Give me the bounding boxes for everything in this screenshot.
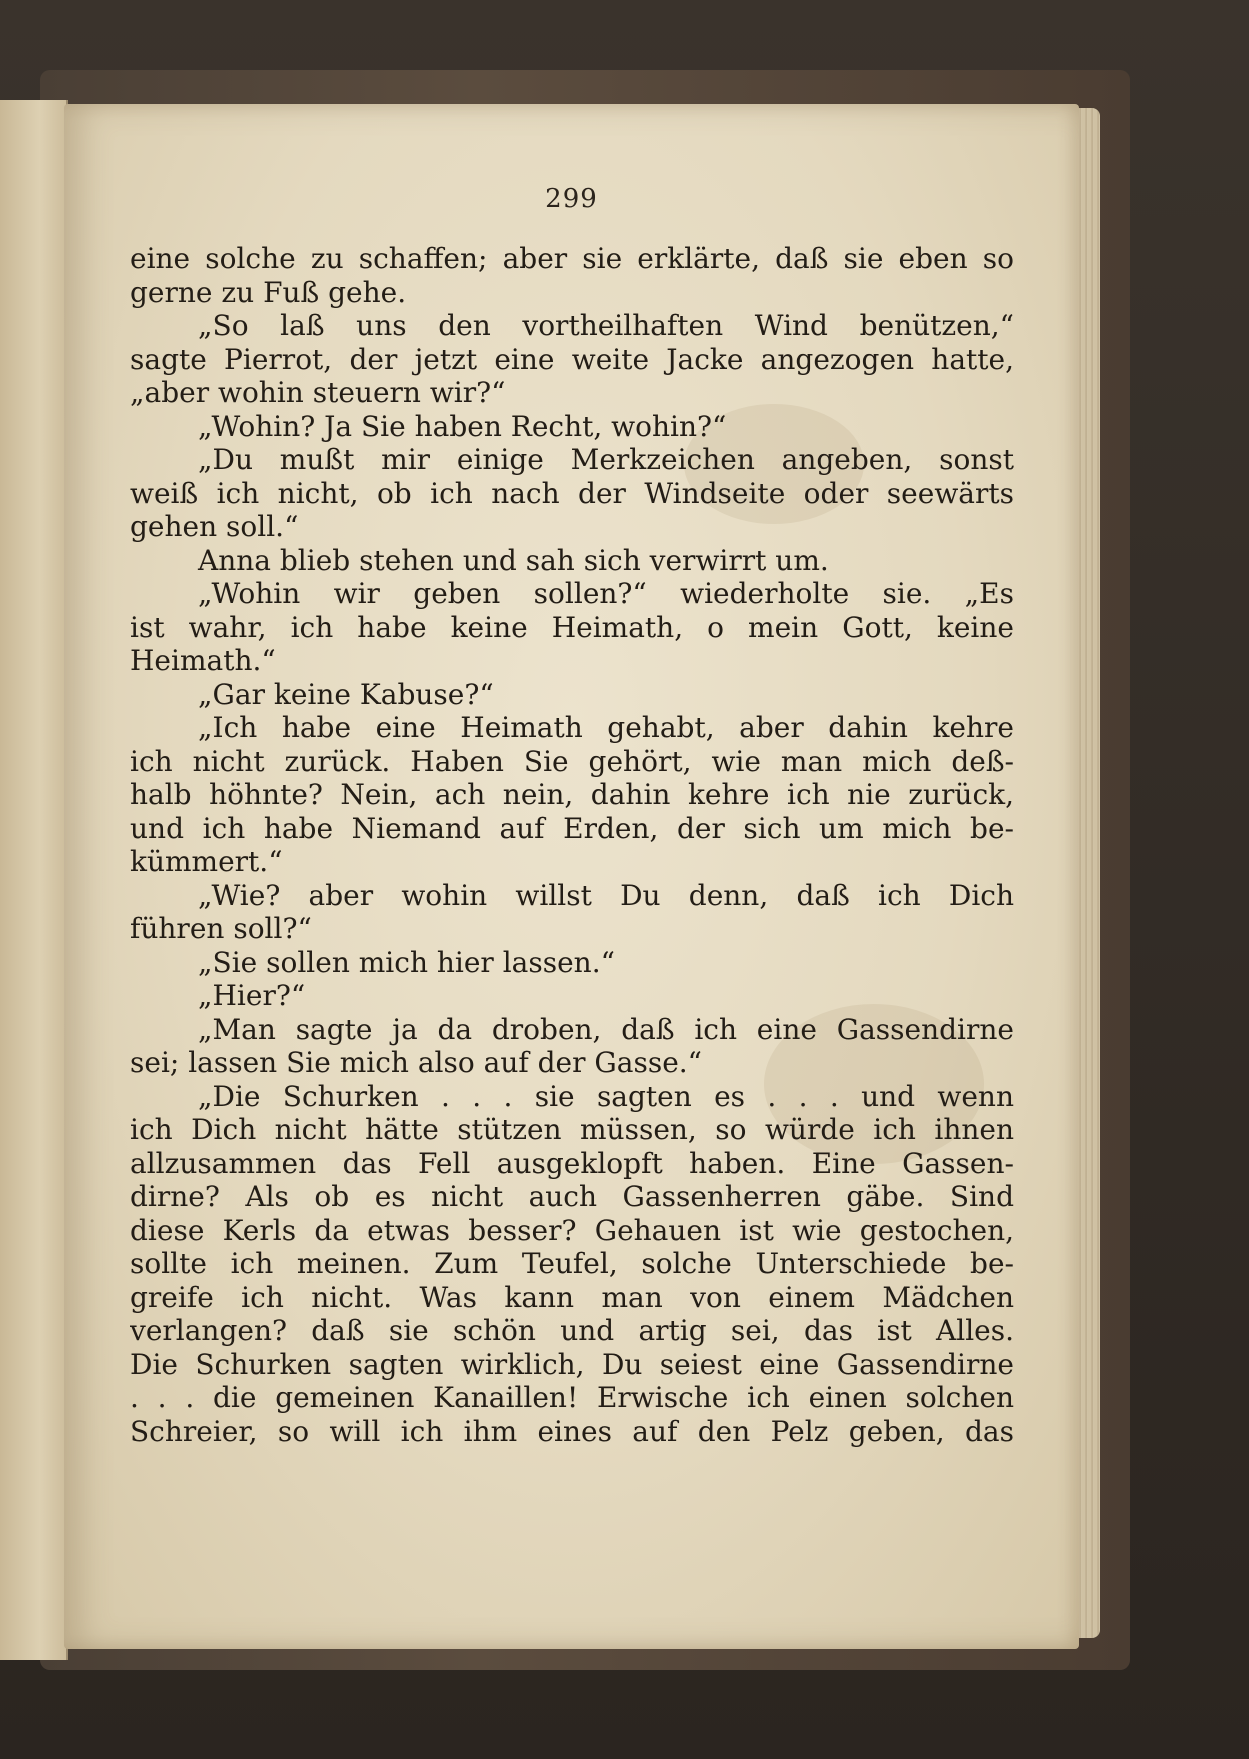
text-line: dirne? Als ob es nicht auch Gassenherren gäbe. Sind bbox=[130, 1180, 1014, 1213]
text-line: greife ich nicht. Was kann man von einem Mädchen bbox=[130, 1280, 1014, 1314]
text-line: „So laß uns den vortheilhaften Wind benützen,“ bbox=[198, 309, 1014, 342]
page-text bbox=[130, 242, 1014, 1448]
text-line: führen soll?“ bbox=[130, 912, 312, 945]
text-line: sollte ich meinen. Zum Teufel, solche Unterschiede be- bbox=[130, 1247, 1014, 1280]
text-line: weiß ich nicht, ob ich nach der Windseite oder seewärts bbox=[130, 476, 1014, 510]
text-line: „aber wohin steuern wir?“ bbox=[130, 376, 506, 409]
text-line: ich Dich nicht hätte stützen müssen, so würde ich ihnen bbox=[130, 1113, 1014, 1146]
text-line: „Ich habe eine Heimath gehabt, aber dahin kehre bbox=[198, 711, 1014, 744]
text-line: und ich habe Niemand auf Erden, der sich um mich be- bbox=[130, 811, 1014, 845]
text-line: Anna blieb stehen und sah sich verwirrt um. bbox=[198, 543, 829, 577]
book-page bbox=[64, 104, 1079, 1649]
text-line: sagte Pierrot, der jetzt eine weite Jacke angezogen hatte, bbox=[130, 342, 1014, 376]
text-line: sei; lassen Sie mich also auf der Gasse.“ bbox=[130, 1046, 702, 1079]
text-line: „Man sagte ja da droben, daß ich eine Gassendirne bbox=[198, 1012, 1014, 1046]
text-line: diese Kerls da etwas besser? Gehauen ist wie gestochen, bbox=[130, 1213, 1014, 1247]
text-line: allzusammen das Fell ausgeklopft haben. Eine Gassen- bbox=[130, 1146, 1014, 1180]
left-page-edge bbox=[0, 100, 68, 1660]
text-line: „Du mußt mir einige Merkzeichen angeben, sonst bbox=[198, 443, 1014, 476]
text-line: „Hier?“ bbox=[198, 979, 306, 1012]
text-line: ich nicht zurück. Haben Sie gehört, wie man mich deß- bbox=[130, 744, 1014, 778]
text-line: „Wohin? Ja Sie haben Recht, wohin?“ bbox=[198, 409, 727, 443]
text-line: „Die Schurken . . . sie sagten es . . . und wenn bbox=[198, 1079, 1014, 1113]
text-line: Die Schurken sagten wirklich, Du seiest eine Gassendirne bbox=[130, 1347, 1014, 1381]
text-line: Schreier, so will ich ihm eines auf den Pelz geben, das bbox=[130, 1414, 1014, 1448]
text-line: Heimath.“ bbox=[130, 644, 276, 677]
text-line: „Sie sollen mich hier lassen.“ bbox=[198, 945, 615, 979]
text-line: kümmert.“ bbox=[130, 845, 283, 878]
text-line: . . . die gemeinen Kanaillen! Erwische ich einen solchen bbox=[130, 1381, 1014, 1414]
text-line: „Gar keine Kabuse?“ bbox=[198, 677, 494, 711]
text-line: eine solche zu schaffen; aber sie erklärte, daß sie eben so bbox=[130, 242, 1014, 275]
text-line: ist wahr, ich habe keine Heimath, o mein Gott, keine bbox=[130, 610, 1014, 644]
text-line: „Wohin wir geben sollen?“ wiederholte sie. „Es bbox=[198, 577, 1014, 610]
text-line: gehen soll.“ bbox=[130, 510, 299, 543]
text-line: gerne zu Fuß gehe. bbox=[130, 275, 407, 309]
page-number: 299 bbox=[545, 184, 598, 214]
text-line: verlangen? daß sie schön und artig sei, das ist Alles. bbox=[130, 1314, 1014, 1347]
text-line: halb höhnte? Nein, ach nein, dahin kehre ich nie zurück, bbox=[130, 778, 1014, 811]
text-line: „Wie? aber wohin willst Du denn, daß ich Dich bbox=[198, 878, 1014, 912]
